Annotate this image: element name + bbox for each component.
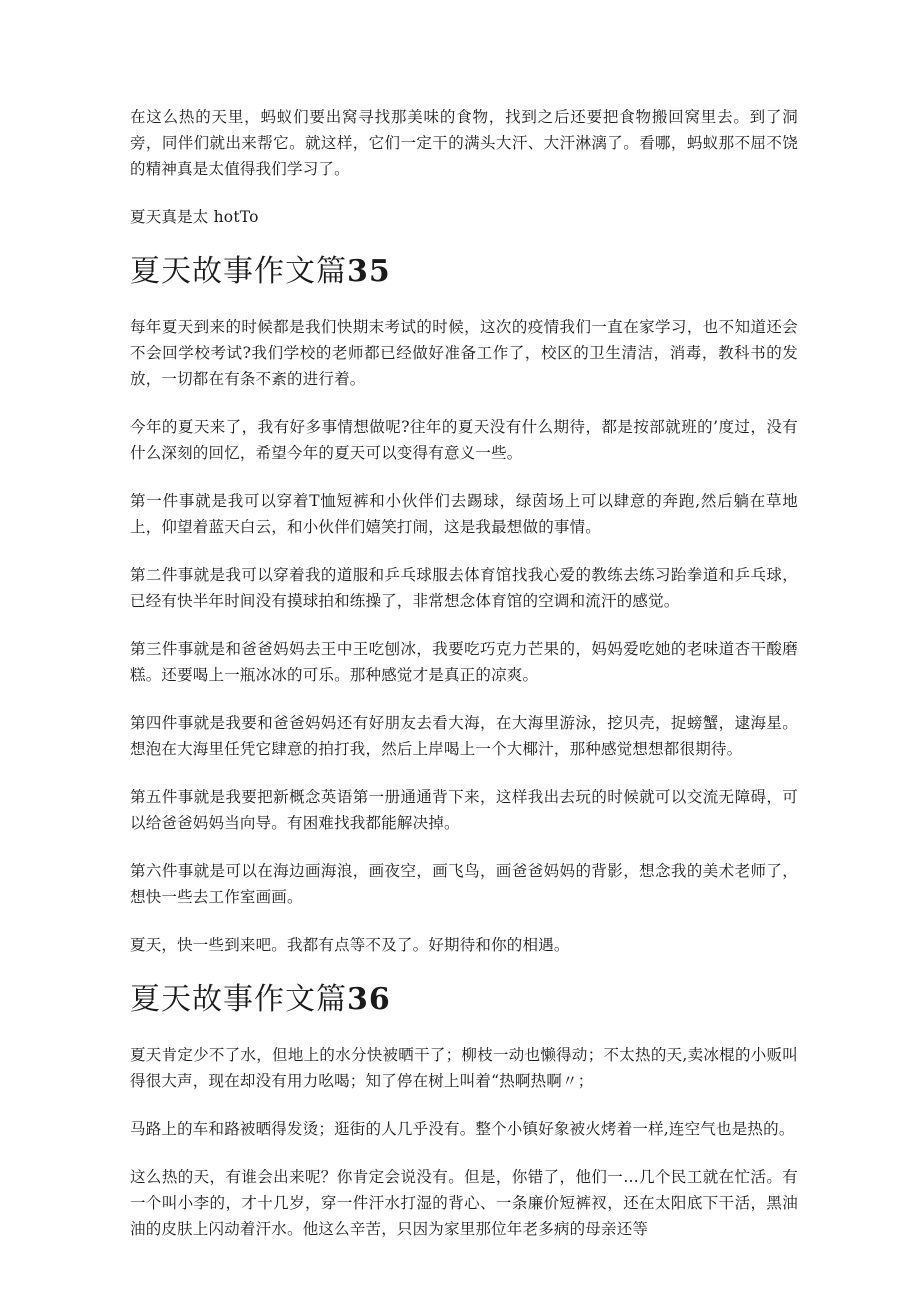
heading-text: 夏天故事作文篇 (130, 254, 347, 289)
body-paragraph: 今年的夏天来了，我有好多事情想做呢?往年的夏天没有什么期待，都是按部就班的’度过，没有什么深刻的回忆，希望今年的夏天可以变得有意义一些。 (130, 418, 798, 462)
heading-text: 夏天故事作文篇 (130, 982, 347, 1017)
heading-number: 35 (347, 254, 391, 289)
body-paragraph: 马路上的车和路被晒得发烫；逛街的人几乎没有。整个小镇好象被火烤着一样,连空气也是热的。 (130, 1120, 795, 1138)
intro-paragraph: 在这么热的天里，蚂蚁们要出窝寻找那美味的食物，找到之后还要把食物搬回窝里去。到了洞旁，同伴们就出来帮它。就这样，它们一定干的满头大汗、大汗淋漓了。看哪，蚂蚁那不屈不饶的精神真是太值得我们学习了。 (130, 108, 798, 178)
body-paragraph: 夏天，快一些到来吧。我都有点等不及了。好期待和你的相遇。 (130, 936, 570, 954)
body-paragraph: 第六件事就是可以在海边画海浪，画夜空，画飞鸟，画爸爸妈妈的背影，想念我的美术老师了，想快一些去工作室画画。 (130, 862, 798, 906)
document-page (130, 104, 798, 1264)
section-heading-35 (130, 252, 798, 292)
section-heading-36 (130, 980, 798, 1020)
body-paragraph: 第三件事就是和爸爸妈妈去王中王吃刨冰，我要吃巧克力芒果的，妈妈爱吃她的老味道杏干酸磨糕。还要喝上一瓶冰冰的可乐。那种感觉才是真正的凉爽。 (130, 640, 798, 684)
body-paragraph: 每年夏天到来的时候都是我们快期末考试的时候，这次的疫情我们一直在家学习，也不知道还会不会回学校考试?我们学校的老师都已经做好准备工作了，校区的卫生清洁，消毒，教科书的发放，一切都在有条不紊的进行着。 (130, 318, 798, 388)
intro-paragraph: 夏天真是太 hotTo (130, 208, 259, 226)
heading-number: 36 (347, 982, 391, 1017)
body-paragraph: 这么热的天，有谁会出来呢？你肯定会说没有。但是，你错了，他们一…几个民工就在忙活。有一个叫小李的，才十几岁，穿一件汗水打湿的背心、一条廉价短裤衩，还在太阳底下干活，黑油油的皮肤上闪动着汗水。他这么辛苦，只因为家里那位年老多病的母亲还等 (130, 1168, 798, 1238)
body-paragraph: 夏天肯定少不了水，但地上的水分快被晒干了；柳枝一动也懒得动；不太热的天,卖冰棍的小贩叫得很大声，现在却没有用力吆喝；知了停在树上叫着“热啊热啊〃； (130, 1046, 798, 1090)
body-paragraph: 第二件事就是我可以穿着我的道服和乒乓球服去体育馆找我心爱的教练去练习跆拳道和乒乓球，已经有快半年时间没有摸球拍和练操了，非常想念体育馆的空调和流汗的感觉。 (130, 566, 798, 610)
body-paragraph: 第四件事就是我要和爸爸妈妈还有好朋友去看大海，在大海里游泳，挖贝壳，捉螃蟹，逮海星。想泡在大海里任凭它肆意的拍打我，然后上岸喝上一个大椰汁，那种感觉想想都很期待。 (130, 714, 798, 758)
body-paragraph: 第五件事就是我要把新概念英语第一册通通背下来，这样我出去玩的时候就可以交流无障碍，可以给爸爸妈妈当向导。有困难找我都能解决掉。 (130, 788, 798, 832)
body-paragraph: 第一件事就是我可以穿着T恤短裤和小伙伴们去踢球，绿茵场上可以肆意的奔跑,然后躺在草地上，仰望着蓝天白云，和小伙伴们嬉笑打闹，这是我最想做的事情。 (130, 492, 798, 536)
